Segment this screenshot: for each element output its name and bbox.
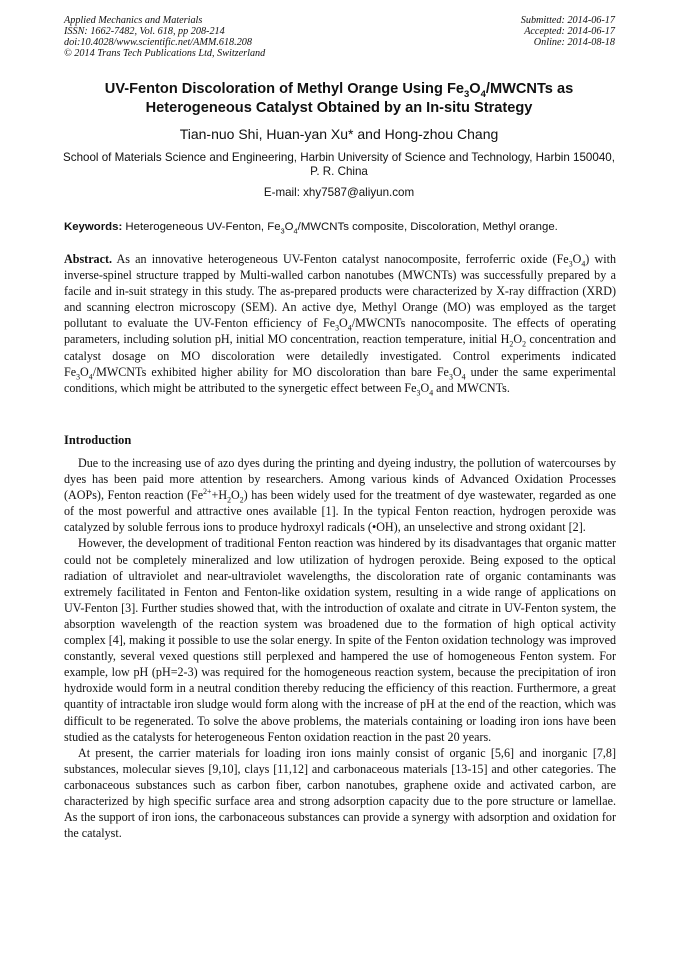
journal-info: [64, 15, 265, 59]
abstract-label: Abstract.: [64, 252, 113, 266]
submission-dates: [521, 15, 615, 48]
keywords: Keywords: Heterogeneous UV-Fenton, $Fe_3O_4$/MWCNTs composite, Discoloration, Methyl orange.: [64, 221, 558, 236]
author-list: Tian-nuo Shi, Huan-yan Xu* and Hong-zhou Chang: [179, 126, 499, 142]
keywords-label: Keywords:: [64, 221, 123, 233]
section-heading-introduction: Introduction: [64, 433, 132, 447]
contact-email[interactable]: E-mail: xhy7587@aliyun.com: [263, 186, 415, 199]
accepted-date: Accepted: 2014-06-17: [524, 26, 615, 37]
introduction-body: [64, 455, 616, 841]
online-date: Online: 2014-08-18: [533, 37, 615, 48]
journal-name: Applied Mechanics and Materials: [64, 15, 203, 26]
paragraph-3: At present, the carrier materials for loading iron ions mainly consist of organic [5,6] and inorganic [7,8] substances, molecular sieves [9,10], clays [11,12] and carbonaceous materials [13-15] and other categories. The carbonaceous substances such as carbon fiber, carbon nanotubes, graphene oxide and activated carbon, are characterized by high specific surface area and strong adsorption capacity due to the pore structure or lamellae. As the support of iron ions, the carbonaceous substances can provide a synergy with adsorption and oxidation for the catalyst.: [64, 745, 616, 841]
paper-title: UV-Fenton Discoloration of Methyl Orange Using $Fe_3O_4$/MWCNTs as Heterogeneous Catalyst Obtained by an In-situ Strategy: [104, 81, 574, 116]
paragraph-2: However, the development of traditional Fenton reaction was hindered by its disadvantages that organic matter could not be completely mineralized and low utilization of hydrogen peroxide. Being exposed to the optical radiation of ultraviolet and near-ultraviolet wavelengths, the discoloration rate of organic contaminants was extremely facilitated in Fenton and Fenton-like oxidation system, resulting in a wide range of applications on UV-Fenton [3]. Further studies showed that, with the introduction of oxalate and citrate in UV-Fenton system, the absorption wavelength of the reaction system was broadened due to the formation of high optical activity complex [4], making it possible to use the solar energy. In spite of the Fenton oxidation technology was improved constantly, several vexed questions still perplexed and hampered the use of homogeneous Fenton system. For example, low pH (pH=2-3) was required for the homogeneous reaction system, because the precipitation of iron hydroxide would form in a neutral condition thereby reducing the efficiency of this reaction. Furthermore, a great quantity of intractable iron sludge would form along with the increase of pH at the end of the reaction, which was difficult to be regenerated. To solve the above problems, the materials containing or loading iron ions have been studied as the catalysts for heterogeneous Fenton oxidation reaction in the past 20 years.: [64, 536, 616, 744]
submitted-date: Submitted: 2014-06-17: [520, 15, 615, 26]
doi-line[interactable]: doi:10.4028/www.scientific.net/AMM.618.208: [64, 37, 252, 48]
affiliation: School of Materials Science and Engineering, Harbin University of Science and Technology, Harbin 150040, P. R. China: [63, 151, 615, 178]
paragraph-1: Due to the increasing use of azo dyes during the printing and dyeing industry, the pollution of watercourses by dyes has been paid more attention by researchers. Among various kinds of Advanced Oxidation Processes (AOPs), Fenton reaction $(Fe^{2+}+H_2O_2)$ has been widely used for the treatment of dye wastewater, regarded as one of the most powerful and attractive ones available [1]. In the typical Fenton reaction, hydrogen peroxide was catalyzed by soluble ferrous ions to produce hydroxyl radicals (•OH), an unselective and strong oxidant [2].: [64, 456, 616, 535]
copyright-line: © 2014 Trans Tech Publications Ltd, Switzerland: [64, 48, 266, 59]
issn-line: ISSN: 1662-7482, Vol. 618, pp 208-214: [64, 26, 225, 37]
abstract: Abstract. As an innovative heterogeneous UV-Fenton catalyst nanocomposite, ferroferric oxide $(Fe_3O_4)$ with inverse-spinel structure trapped by Multi-walled carbon nanotubes (MWCNTs) was successfully prepared by a facile and in-suit strategy in this study. The as-prepared products were characterized by X-ray diffraction (XRD) and scanning electron microscopy (SEM). An active dye, Methyl Orange (MO) was employed as the target pollutant to evaluate the UV-Fenton efficiency of $Fe_3O_4$/MWCNTs nanocomposite. The effects of operating parameters, including solution pH, initial MO concentration, reaction temperature, initial $H_2O_2$ concentration and catalyst dosage on MO discoloration were detailedly investigated. Control experiments indicated $Fe_3O_4$/MWCNTs exhibited higher ability for MO discoloration than bare $Fe_3O_4$ under the same experimental conditions, which might be attributed to the synergetic effect between $Fe_3O_4$ and MWCNTs.: [64, 252, 617, 398]
